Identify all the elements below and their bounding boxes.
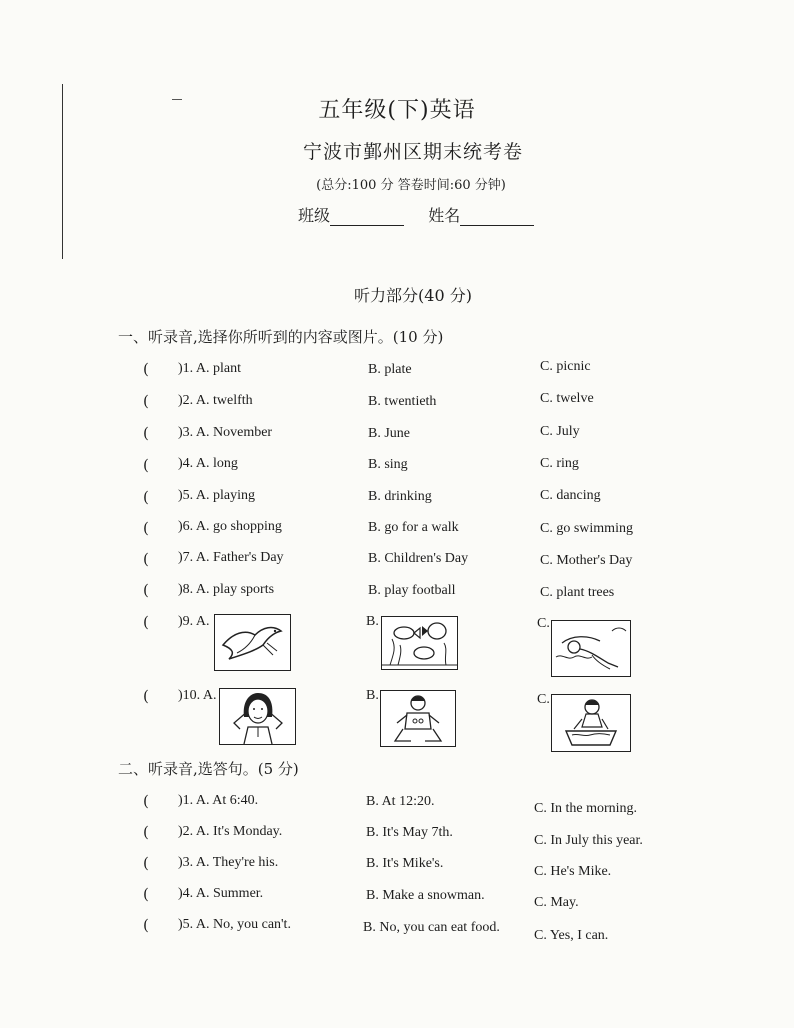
option-b: B. Make a snowman. [366,888,485,903]
option-c: C. picnic [540,359,591,374]
option-a: )3. A. November [178,425,273,440]
option-b: B. play football [368,583,456,598]
child-washing-icon[interactable] [551,694,631,752]
option-c: C. ring [540,456,579,471]
option-a: )3. A. They're his. [178,855,279,870]
section2-heading: 二、听录音,选答句。(5 分) [118,760,299,778]
student-info-row [298,203,534,226]
option-a: )9. A. [178,614,210,629]
answer-paren[interactable]: ( [143,687,149,705]
girl-covering-ears-icon[interactable] [219,688,296,745]
page-subtitle: 宁波市鄞州区期末统考卷 [302,141,523,163]
class-label: 班级 [298,206,331,225]
option-c: C. dancing [540,488,601,503]
answer-paren[interactable]: ( [143,424,149,442]
option-b: B. Children's Day [368,551,469,566]
option-c: C. Mother's Day [540,553,633,568]
answer-paren[interactable]: ( [143,854,149,872]
option-b: B. go for a walk [368,520,459,535]
option-c: C. He's Mike. [534,864,612,879]
option-a: )4. A. long [178,456,238,471]
option-c: C. July [540,424,580,439]
answer-paren[interactable]: ( [143,519,149,537]
part-title: 听力部分(40 分) [354,286,472,305]
option-b: B. No, you can eat food. [363,920,500,935]
option-c: C. go swimming [540,521,633,536]
answer-paren[interactable]: ( [143,392,149,410]
answer-paren[interactable]: ( [143,916,149,934]
answer-paren[interactable]: ( [143,360,149,378]
option-b: B. twentieth [368,394,437,409]
option-a: )10. A. [178,688,217,703]
person-sitting-icon[interactable] [380,690,456,747]
option-a: )1. A. plant [178,361,241,376]
answer-paren[interactable]: ( [143,581,149,599]
section1-heading: 一、听录音,选择你所听到的内容或图片。(10 分) [118,328,444,346]
answer-paren[interactable]: ( [143,488,149,506]
answer-paren[interactable]: ( [143,613,149,631]
answer-paren[interactable]: ( [143,885,149,903]
answer-paren[interactable]: ( [143,792,149,810]
option-c: C. [537,616,550,631]
option-a: )6. A. go shopping [178,519,282,534]
option-b: B. drinking [368,489,432,504]
option-a: )5. A. playing [178,488,255,503]
option-c: C. In July this year. [534,833,643,848]
option-b: B. It's May 7th. [366,825,453,840]
option-c: C. May. [534,895,579,910]
swimmer-icon[interactable] [551,620,631,677]
answer-paren[interactable]: ( [143,823,149,841]
option-b: B. [366,688,379,703]
name-field[interactable] [460,225,534,226]
answer-paren[interactable]: ( [143,456,149,474]
option-b: B. [366,614,379,629]
option-c: C. twelve [540,391,594,406]
option-a: )7. A. Father's Day [178,550,284,565]
exam-meta: (总分:100 分 答卷时间:60 分钟) [316,178,506,193]
option-b: B. sing [368,457,408,472]
option-b: B. plate [368,362,412,377]
option-a: )4. A. Summer. [178,886,264,901]
fish-tank-icon[interactable] [381,616,458,670]
class-field[interactable] [330,225,404,226]
option-a: )1. A. At 6:40. [178,793,259,808]
option-a: )2. A. twelfth [178,393,253,408]
option-c: C. [537,692,550,707]
page-title: 五年级(下)英语 [318,98,476,123]
option-c: C. Yes, I can. [534,928,609,943]
option-b: B. At 12:20. [366,794,435,809]
option-b: B. It's Mike's. [366,856,444,871]
name-label: 姓名 [428,206,461,225]
bird-icon[interactable] [214,614,291,671]
option-c: C. plant trees [540,585,615,600]
option-a: )8. A. play sports [178,582,275,597]
answer-paren[interactable]: ( [143,550,149,568]
option-a: )2. A. It's Monday. [178,824,283,839]
option-b: B. June [368,426,410,441]
option-c: C. In the morning. [534,801,638,816]
option-a: )5. A. No, you can't. [178,917,291,932]
